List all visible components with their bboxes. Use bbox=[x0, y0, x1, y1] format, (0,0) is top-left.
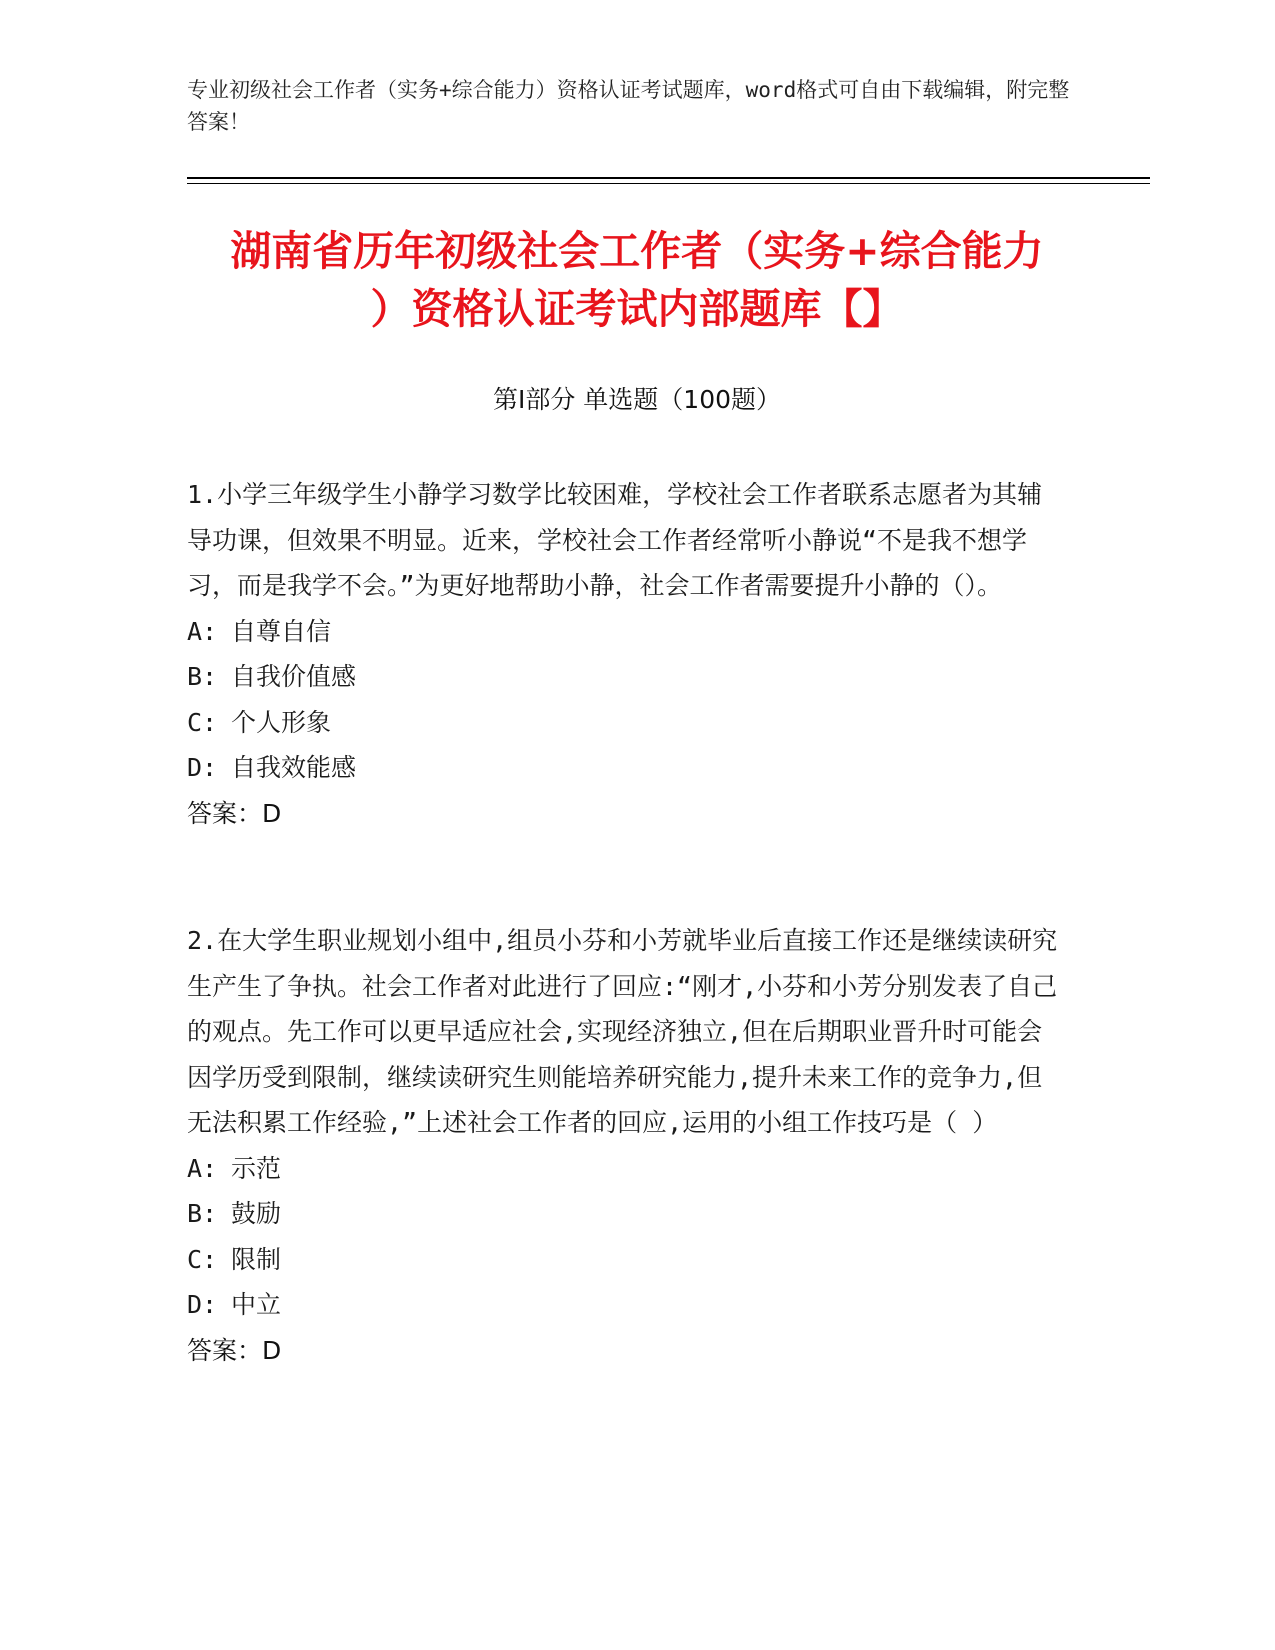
option-text: 鼓励 bbox=[231, 1199, 282, 1228]
option-text: 个人形象 bbox=[231, 707, 332, 737]
option-c bbox=[187, 700, 1067, 746]
option-d bbox=[187, 745, 1067, 791]
option-b bbox=[187, 1191, 1067, 1237]
document-title-line-1: 湖南省历年初级社会工作者（实务+综合能力 bbox=[230, 227, 1044, 275]
option-text: 限制 bbox=[231, 1244, 282, 1274]
option-key: C: bbox=[187, 1244, 218, 1274]
option-b bbox=[187, 654, 1067, 700]
option-key: D: bbox=[187, 753, 218, 782]
option-key: C: bbox=[187, 707, 218, 737]
question-1 bbox=[187, 472, 1067, 836]
header-note: 专业初级社会工作者（实务+综合能力）资格认证考试题库，word格式可自由下载编辑，附完整答案！ bbox=[187, 78, 1070, 134]
option-text: 自我效能感 bbox=[231, 753, 357, 782]
option-key: B: bbox=[187, 1199, 218, 1228]
document-title-line-2: ）资格认证考试内部题库【】 bbox=[370, 285, 904, 333]
answer-line: 答案：D bbox=[187, 1335, 282, 1365]
option-key: A: bbox=[187, 616, 218, 646]
header-rule-thin bbox=[187, 183, 1150, 184]
option-d bbox=[187, 1282, 1067, 1328]
option-a bbox=[187, 1146, 1067, 1192]
option-key: D: bbox=[187, 1290, 218, 1319]
answer-line: 答案：D bbox=[187, 798, 282, 828]
option-text: 自尊自信 bbox=[231, 616, 332, 646]
option-c bbox=[187, 1237, 1067, 1283]
option-key: B: bbox=[187, 662, 218, 691]
option-text: 示范 bbox=[231, 1153, 282, 1183]
section-heading: 第Ⅰ部分 单选题（100题） bbox=[492, 385, 782, 414]
question-stem: 1.小学三年级学生小静学习数学比较困难，学校社会工作者联系志愿者为其辅导功课，但效果不明显。近来，学校社会工作者经常听小静说“不是我不想学习，而是我学不会。”为更好地帮助小静，社会工作者需要提升小静的（）。 bbox=[187, 480, 1043, 600]
option-a bbox=[187, 609, 1067, 655]
option-key: A: bbox=[187, 1153, 218, 1183]
document-title bbox=[187, 222, 1087, 338]
question-stem: 2.在大学生职业规划小组中,组员小芬和小芳就毕业后直接工作还是继续读研究生产生了争执。社会工作者对此进行了回应:“刚才,小芬和小芳分别发表了自己的观点。先工作可以更早适应社会,实现经济独立,但在后期职业晋升时可能会因学历受到限制，继续读研究生则能培养研究能力,提升未来工作的竞争力,但无法积累工作经验,”上述社会工作者的回应,运用的小组工作技巧是（ ） bbox=[187, 926, 1058, 1137]
question-2 bbox=[187, 918, 1067, 1373]
option-text: 中立 bbox=[231, 1290, 282, 1319]
option-text: 自我价值感 bbox=[231, 662, 357, 691]
header-rule-thick bbox=[187, 177, 1150, 179]
